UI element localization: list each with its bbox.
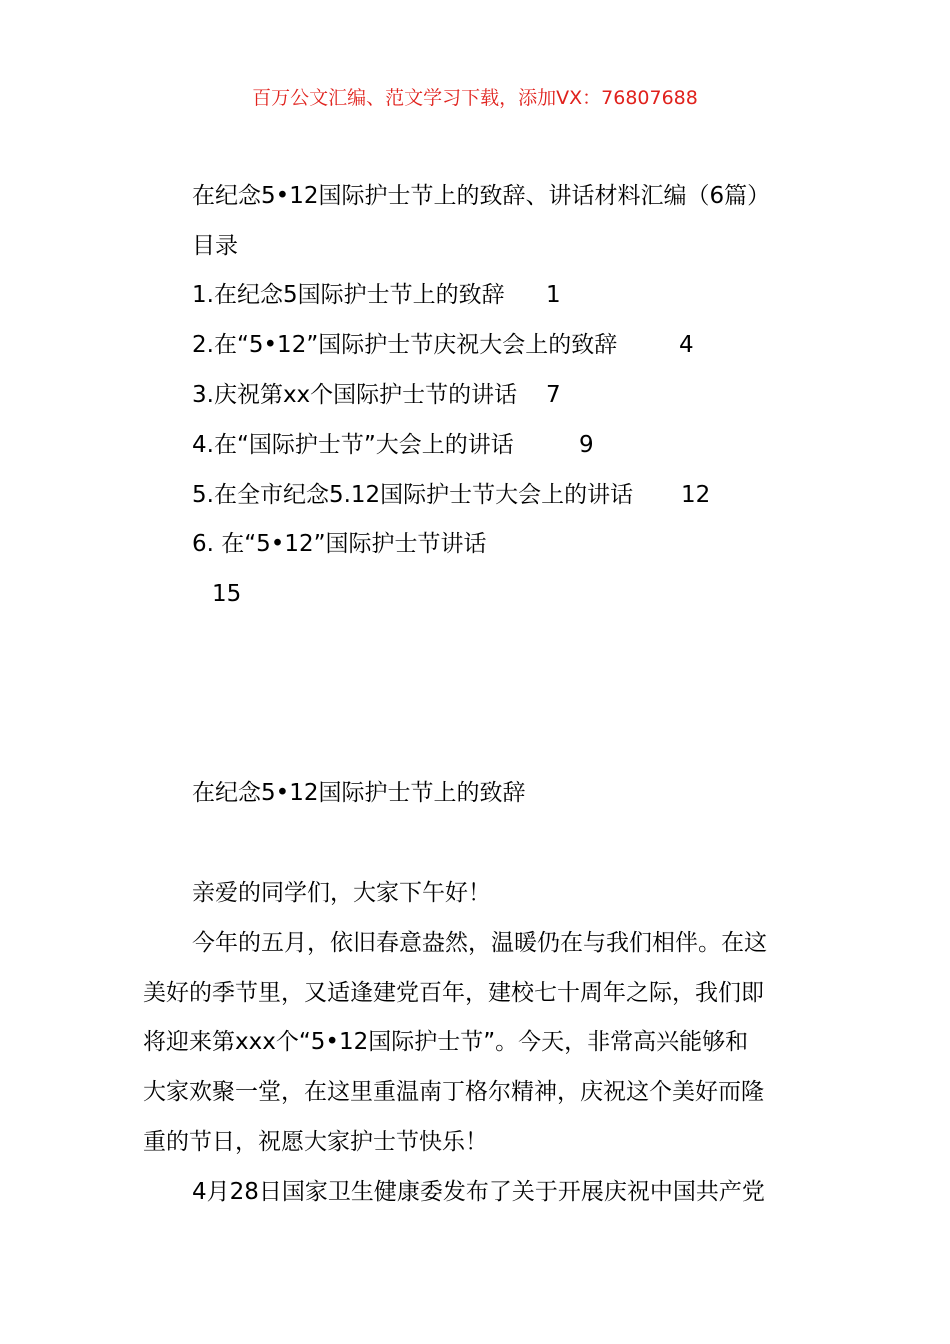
toc-item-1-page: 1 [546, 282, 561, 308]
paragraph-2-line-1: 4月28日国家卫生健康委发布了关于开展庆祝中国共产党 [192, 1179, 765, 1205]
toc-item-2-label: 2.在“5•12”国际护士节庆祝大会上的致辞 [192, 332, 618, 358]
toc-item-5-label: 5.在全市纪念5.12国际护士节大会上的讲话 [192, 482, 634, 508]
toc-item-1-label: 1.在纪念5国际护士节上的致辞 [192, 282, 505, 308]
document-title: 在纪念5•12国际护士节上的致辞、讲话材料汇编（6篇） [192, 183, 771, 209]
greeting: 亲爱的同学们，大家下午好！ [192, 880, 491, 906]
toc-item-6-label: 6. 在“5•12”国际护士节讲话 [192, 531, 487, 557]
section-title: 在纪念5•12国际护士节上的致辞 [192, 780, 526, 806]
header-banner: 百万公文汇编、范文学习下载，添加VX：76807688 [252, 87, 698, 109]
paragraph-1-line-1: 今年的五月，依旧春意盎然，温暖仍在与我们相伴。在这 [192, 930, 767, 956]
toc-heading: 目录 [192, 233, 238, 259]
toc-item-4-label: 4.在“国际护士节”大会上的讲话 [192, 432, 514, 458]
toc-item-3-label: 3.庆祝第xx个国际护士节的讲话 [192, 382, 518, 408]
paragraph-1-line-3: 将迎来第xxx个“5•12国际护士节”。今天，非常高兴能够和 [143, 1029, 749, 1055]
paragraph-1-line-2: 美好的季节里，又适逢建党百年，建校七十周年之际，我们即 [143, 980, 764, 1006]
toc-item-3-page: 7 [546, 382, 561, 408]
toc-item-4-page: 9 [579, 432, 594, 458]
paragraph-1-line-5: 重的节日，祝愿大家护士节快乐！ [143, 1129, 488, 1155]
toc-item-2-page: 4 [679, 332, 694, 358]
paragraph-1-line-4: 大家欢聚一堂，在这里重温南丁格尔精神，庆祝这个美好而隆 [143, 1079, 764, 1105]
toc-item-6-page: 15 [212, 581, 242, 607]
toc-item-5-page: 12 [681, 482, 711, 508]
